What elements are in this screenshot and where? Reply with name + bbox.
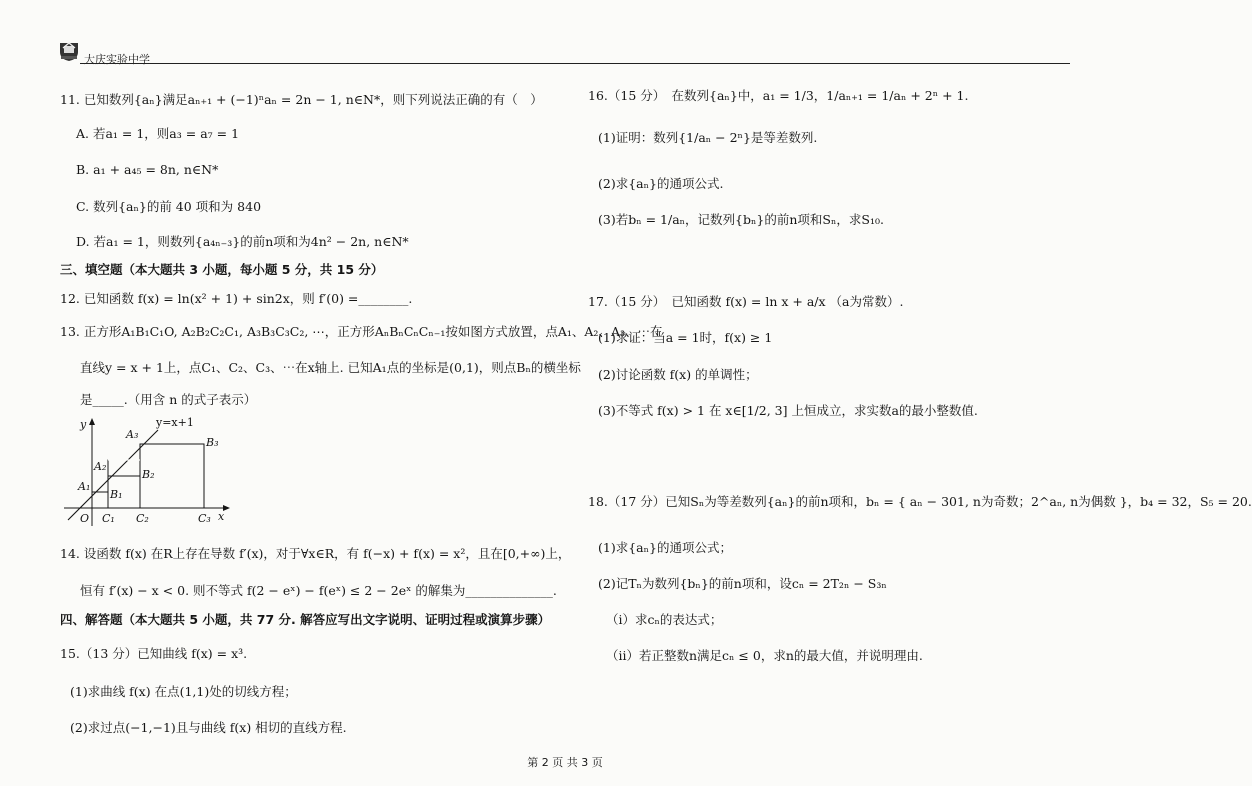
header-rule bbox=[80, 63, 1070, 64]
q14-line2: 恒有 f′(x) − x < 0. 则不等式 f(2 − eˣ) − f(eˣ) ≤ 2 − 2eˣ 的解集为______________. bbox=[80, 583, 557, 598]
q11-option-b: B. a₁ + a₄₅ = 8n, n∈N* bbox=[76, 162, 219, 177]
q15-part1: (1)求曲线 f(x) 在点(1,1)处的切线方程； bbox=[70, 684, 297, 699]
page-footer: 第 2 页 共 3 页 bbox=[527, 756, 603, 769]
q11-option-c: C. 数列{aₙ}的前 40 项和为 840 bbox=[76, 199, 262, 214]
q17-part2: (2)讨论函数 f(x) 的单调性； bbox=[598, 367, 758, 382]
point-a3: A₃ bbox=[126, 428, 139, 441]
q11-option-a: A. 若a₁ = 1，则a₃ = a₇ = 1 bbox=[76, 126, 240, 141]
q16-part1: (1)证明：数列{1/aₙ − 2ⁿ}是等差数列. bbox=[598, 130, 818, 145]
q17-stem: 17.（15 分） 已知函数 f(x) = ln x + a/x （a为常数）. bbox=[588, 294, 904, 309]
q16-part2: (2)求{aₙ}的通项公式. bbox=[598, 176, 724, 191]
q13-figure bbox=[60, 416, 236, 528]
figure-y-arrow bbox=[89, 418, 95, 425]
q13-line2: 直线y = x + 1上，点C₁、C₂、C₃、⋯在x轴上. 已知A₁点的坐标是(0,1)，则点Bₙ的横坐标 bbox=[80, 360, 581, 375]
q18-stem: 18.（17 分）已知Sₙ为等差数列{aₙ}的前n项和，bₙ = { aₙ − 301, n为奇数；2^aₙ, n为偶数 }，b₄ = 32，S₅ = 20. bbox=[588, 494, 1252, 509]
q11-stem: 11. 已知数列{aₙ}满足aₙ₊₁ + (−1)ⁿaₙ = 2n − 1, n∈N*，则下列说法正确的有（ ） bbox=[60, 92, 543, 107]
q18-part2: (2)记Tₙ为数列{bₙ}的前n项和，设cₙ = 2T₂ₙ − S₃ₙ bbox=[598, 576, 887, 591]
q13-line1: 13. 正方形A₁B₁C₁O, A₂B₂C₂C₁, A₃B₃C₃C₂, ⋯，正方形AₙBₙCₙCₙ₋₁按如图方式放置，点A₁、A₂、A₃、⋯在 bbox=[60, 324, 663, 339]
q12-text: 12. 已知函数 f(x) = ln(x² + 1) + sin2x，则 f′(0) =________. bbox=[60, 291, 413, 306]
q15-part2: (2)求过点(−1,−1)且与曲线 f(x) 相切的直线方程. bbox=[70, 720, 347, 735]
point-a2: A₂ bbox=[94, 460, 107, 473]
q16-part3: (3)若bₙ = 1/aₙ，记数列{bₙ}的前n项和Sₙ，求S₁₀. bbox=[598, 212, 884, 227]
q18-part3: （i）求cₙ的表达式； bbox=[606, 612, 723, 627]
y-label: y bbox=[80, 418, 87, 431]
point-b1: B₁ bbox=[110, 488, 123, 501]
point-b2: B₂ bbox=[142, 468, 155, 481]
q14-line1: 14. 设函数 f(x) 在R上存在导数 f′(x)，对于∀x∈R，有 f(−x) + f(x) = x²，且在[0,+∞)上， bbox=[60, 546, 571, 561]
q13-line3: 是_____.（用含 n 的式子表示） bbox=[80, 392, 257, 407]
school-name: 大庆实验中学 bbox=[84, 53, 150, 66]
q17-part3: (3)不等式 f(x) > 1 在 x∈[1/2, 3] 上恒成立，求实数a的最小整数值. bbox=[598, 403, 978, 418]
point-c2: C₂ bbox=[136, 512, 149, 525]
q11-option-d: D. 若a₁ = 1，则数列{a₄ₙ₋₃}的前n项和为4n² − 2n, n∈N* bbox=[76, 234, 409, 249]
q15-stem: 15.（13 分）已知曲线 f(x) = x³. bbox=[60, 646, 248, 661]
q16-stem: 16.（15 分） 在数列{aₙ}中，a₁ = 1/3，1/aₙ₊₁ = 1/aₙ + 2ⁿ + 1. bbox=[588, 88, 969, 103]
point-c3: C₃ bbox=[198, 512, 211, 525]
point-a1: A₁ bbox=[78, 480, 91, 493]
q18-part1: (1)求{aₙ}的通项公式； bbox=[598, 540, 732, 555]
square-1 bbox=[92, 492, 108, 508]
point-c1: C₁ bbox=[102, 512, 115, 525]
q17-part1: (1)求证：当a = 1时，f(x) ≥ 1 bbox=[598, 330, 773, 345]
x-label: x bbox=[218, 510, 225, 523]
school-logo-icon bbox=[58, 40, 80, 62]
origin-label: O bbox=[80, 512, 90, 525]
section-fill-in-heading: 三、填空题（本大题共 3 小题，每小题 5 分，共 15 分） bbox=[60, 262, 384, 277]
q18-part4: （ii）若正整数n满足cₙ ≤ 0，求n的最大值，并说明理由. bbox=[606, 648, 923, 663]
point-b3: B₃ bbox=[206, 436, 219, 449]
section-solution-heading: 四、解答题（本大题共 5 小题，共 77 分. 解答应写出文字说明、证明过程或演算步骤） bbox=[60, 612, 551, 627]
line-label: y=x+1 bbox=[156, 416, 194, 429]
page-header bbox=[52, 38, 1070, 64]
